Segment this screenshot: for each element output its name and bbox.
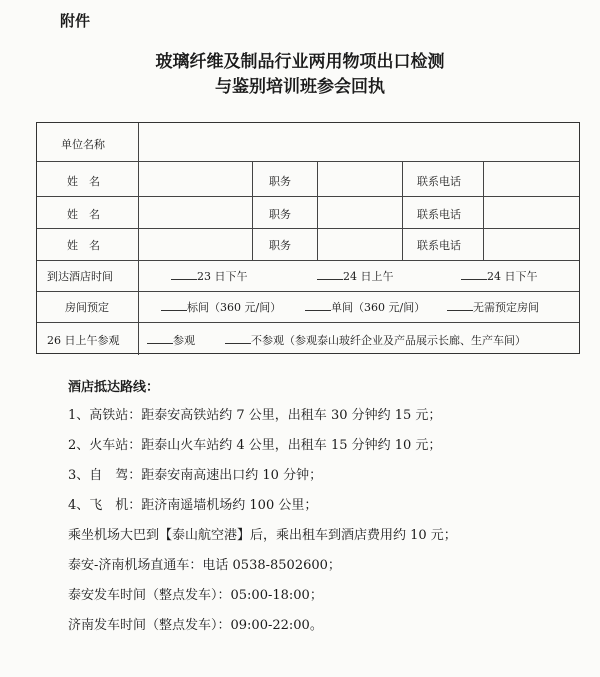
phone-label: 联系电话 (417, 239, 461, 252)
page-title-line2: 与鉴别培训班参会回执 (215, 77, 385, 97)
name-label: 姓 名 (67, 208, 100, 221)
route-line: 3、自 驾：距泰安南高速出口约 10 分钟； (68, 468, 323, 483)
routes-title: 酒店抵达路线： (68, 380, 160, 395)
route-line: 乘坐机场大巴到【泰山航空港】后，乘出租车到酒店费用约 10 元； (68, 528, 457, 543)
name-field[interactable] (141, 231, 249, 257)
page-title-line1: 玻璃纤维及制品行业两用物项出口检测 (155, 52, 445, 72)
position-field[interactable] (321, 231, 399, 257)
route-line: 4、飞 机：距济南遥墙机场约 100 公里； (68, 498, 318, 513)
arrival-option-23pm[interactable]: 23 日下午 (171, 268, 248, 284)
room-option-none[interactable]: 无需预定房间 (447, 299, 539, 315)
column-divider (402, 161, 403, 260)
visit-label: 26 日上午参观 (47, 334, 120, 347)
room-option-standard[interactable]: 标间（360 元/间） (161, 299, 281, 315)
arrival-label: 到达酒店时间 (47, 270, 113, 283)
position-field[interactable] (321, 199, 399, 225)
visit-option-yes[interactable]: 参观 (147, 332, 195, 348)
phone-field[interactable] (487, 199, 577, 225)
phone-label: 联系电话 (417, 175, 461, 188)
column-divider (252, 161, 253, 260)
phone-label: 联系电话 (417, 208, 461, 221)
row-divider (37, 291, 579, 292)
position-field[interactable] (321, 165, 399, 193)
attachment-label: 附件 (60, 12, 91, 30)
arrival-option-24am[interactable]: 24 日上午 (317, 268, 394, 284)
name-field[interactable] (141, 165, 249, 193)
route-line: 泰安-济南机场直通车：电话 0538-8502600； (68, 558, 341, 573)
phone-field[interactable] (487, 231, 577, 257)
route-line: 2、火车站：距泰山火车站约 4 公里，出租车 15 分钟约 10 元； (68, 438, 442, 453)
column-divider (138, 123, 139, 355)
column-divider (317, 161, 318, 260)
unit-name-label: 单位名称 (61, 138, 105, 151)
room-option-single[interactable]: 单间（360 元/间） (305, 299, 425, 315)
row-divider (37, 322, 579, 323)
registration-form (36, 122, 580, 354)
row-divider (37, 228, 579, 229)
unit-name-field[interactable] (141, 127, 577, 157)
position-label: 职务 (269, 208, 291, 221)
phone-field[interactable] (487, 165, 577, 193)
route-line: 1、高铁站：距泰安高铁站约 7 公里，出租车 30 分钟约 15 元； (68, 408, 442, 423)
name-label: 姓 名 (67, 175, 100, 188)
column-divider (483, 161, 484, 260)
row-divider (37, 161, 579, 162)
route-line: 济南发车时间（整点发车）：09:00-22:00。 (68, 618, 323, 633)
name-field[interactable] (141, 199, 249, 225)
arrival-option-24pm[interactable]: 24 日下午 (461, 268, 538, 284)
room-label: 房间预定 (65, 301, 109, 314)
visit-option-no[interactable]: 不参观（参观泰山玻纤企业及产品展示长廊、生产车间） (225, 332, 526, 348)
row-divider (37, 260, 579, 261)
position-label: 职务 (269, 239, 291, 252)
position-label: 职务 (269, 175, 291, 188)
row-divider (37, 196, 579, 197)
route-line: 泰安发车时间（整点发车）：05:00-18:00； (68, 588, 323, 603)
name-label: 姓 名 (67, 239, 100, 252)
